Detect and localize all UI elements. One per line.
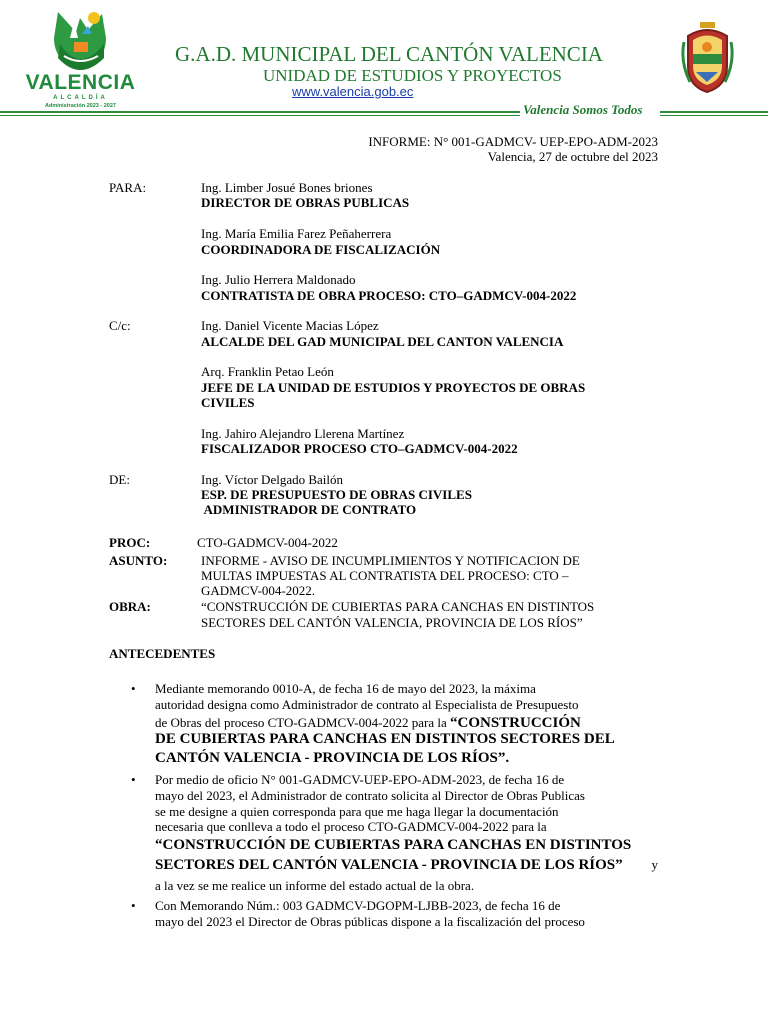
paragraph-1-line-5: CANTÓN VALENCIA - PROVINCIA DE LOS RÍOS”. [155,750,510,766]
paragraph-2-line-6-end: y [651,857,658,872]
logo-subtitle: ALCALDÍA [53,95,108,101]
slogan-divider [660,111,768,113]
paragraph-2-line-7: a la vez se me realice un informe del estado actual de la obra. [155,878,475,893]
bullet-icon: • [131,898,136,913]
para-recipient-3-title: CONTRATISTA DE OBRA PROCESO: CTO–GADMCV-004-2022 [201,288,577,303]
bullet-icon: • [131,681,136,696]
header-divider-thin [0,115,520,116]
slogan: Valencia Somos Todos [523,102,643,117]
para-recipient-1-name: Ing. Limber Josué Bones briones [201,180,373,195]
logo-wordmark [18,72,143,110]
letterhead [0,0,768,120]
asunto-line-1: INFORME - AVISO DE INCUMPLIMIENTOS Y NOTIFICACION DE [201,553,580,568]
paragraph-1-line-3-bold: “CONSTRUCCIÓN [449,715,581,731]
logo-administration: Administración 2023 - 2027 [45,103,116,109]
paragraph-2-line-3: se me designe a quien corresponda para que me haga llegar la documentación [155,804,559,819]
proc-value: CTO-GADMCV-004-2022 [197,535,338,550]
asunto-line-3: GADMCV-004-2022. [201,583,315,598]
proc-label: PROC: [109,535,151,550]
paragraph-3-line-1: Con Memorando Núm.: 003 GADMCV-DGOPM-LJBB-2023, de fecha 16 de [155,898,561,913]
cc-recipient-2-title-line-2: CIVILES [201,395,255,410]
report-date: Valencia, 27 de octubre del 2023 [487,149,658,164]
cc-recipient-2-title-line-1: JEFE DE LA UNIDAD DE ESTUDIOS Y PROYECTOS DE OBRAS [201,380,586,395]
paragraph-1-line-1: Mediante memorando 0010-A, de fecha 16 de mayo del 2023, la máxima [155,681,536,696]
asunto-line-2: MULTAS IMPUESTAS AL CONTRATISTA DEL PROCESO: CTO – [201,568,569,583]
paragraph-1-line-2: autoridad designa como Administrador de contrato al Especialista de Presupuesto [155,697,579,712]
cc-recipient-1-title: ALCALDE DEL GAD MUNICIPAL DEL CANTON VALENCIA [201,334,564,349]
organization-title: G.A.D. MUNICIPAL DEL CANTÓN VALENCIA [175,42,603,66]
paragraph-2-line-2: mayo del 2023, el Administrador de contrato solicita al Director de Obras Publicas [155,788,585,803]
canton-seal-icon [680,22,735,94]
cc-recipient-3-title: FISCALIZADOR PROCESO CTO–GADMCV-004-2022 [201,441,518,456]
para-recipient-3-name: Ing. Julio Herrera Maldonado [201,272,356,287]
paragraph-1-line-3 [155,715,581,731]
para-recipient-2-name: Ing. María Emilia Farez Peñaherrera [201,226,392,241]
obra-label: OBRA: [109,599,151,614]
de-label: DE: [109,472,130,487]
bullet-icon: • [131,772,136,787]
paragraph-2-line-4: necesaria que conlleva a todo el proceso CTO-GADMCV-004-2022 para la [155,819,547,834]
header-divider [0,111,520,113]
paragraph-2-line-6 [155,857,658,873]
de-sender-name: Ing. Víctor Delgado Bailón [201,472,344,487]
de-sender-title-line-1: ESP. DE PRESUPUESTO DE OBRAS CIVILES [201,487,472,502]
de-sender-title-line-2: ADMINISTRADOR DE CONTRATO [201,502,417,517]
report-number: INFORME: N° 001-GADMCV- UEP-EPO-ADM-2023 [368,134,658,149]
slogan-divider-thin [660,115,768,116]
obra-line-1: “CONSTRUCCIÓN DE CUBIERTAS PARA CANCHAS EN DISTINTOS [201,599,595,614]
paragraph-1-line-3-text: de Obras del proceso CTO-GADMCV-004-2022 para la [155,715,450,730]
antecedentes-heading: ANTECEDENTES [109,646,216,661]
organization-unit: UNIDAD DE ESTUDIOS Y PROYECTOS [263,66,562,85]
cc-recipient-3-name: Ing. Jahiro Alejandro Llerena Martínez [201,426,405,441]
para-label: PARA: [109,180,147,195]
cc-label: C/c: [109,318,131,333]
cc-recipient-1-name: Ing. Daniel Vicente Macias López [201,318,379,333]
cc-recipient-2-name: Arq. Franklin Petao León [201,364,334,379]
asunto-label: ASUNTO: [109,553,168,568]
paragraph-2-line-6-bold: SECTORES DEL CANTÓN VALENCIA - PROVINCIA DE LOS RÍOS” [155,857,623,873]
para-recipient-2-title: COORDINADORA DE FISCALIZACIÓN [201,242,441,257]
paragraph-1-line-4: DE CUBIERTAS PARA CANCHAS EN DISTINTOS SECTORES DEL [155,731,615,747]
logo-title: VALENCIA [25,71,136,94]
paragraph-2-line-5: “CONSTRUCCIÓN DE CUBIERTAS PARA CANCHAS EN DISTINTOS [155,837,632,853]
para-recipient-1-title: DIRECTOR DE OBRAS PUBLICAS [201,195,410,210]
paragraph-2-line-1: Por medio de oficio N° 001-GADMCV-UEP-EPO-ADM-2023, de fecha 16 de [155,772,565,787]
website-link[interactable]: www.valencia.gob.ec [292,84,414,99]
paragraph-3-line-2: mayo del 2023 el Director de Obras públicas dispone a la fiscalización del proceso [155,914,585,929]
obra-line-2: SECTORES DEL CANTÓN VALENCIA, PROVINCIA DE LOS RÍOS” [201,615,583,630]
